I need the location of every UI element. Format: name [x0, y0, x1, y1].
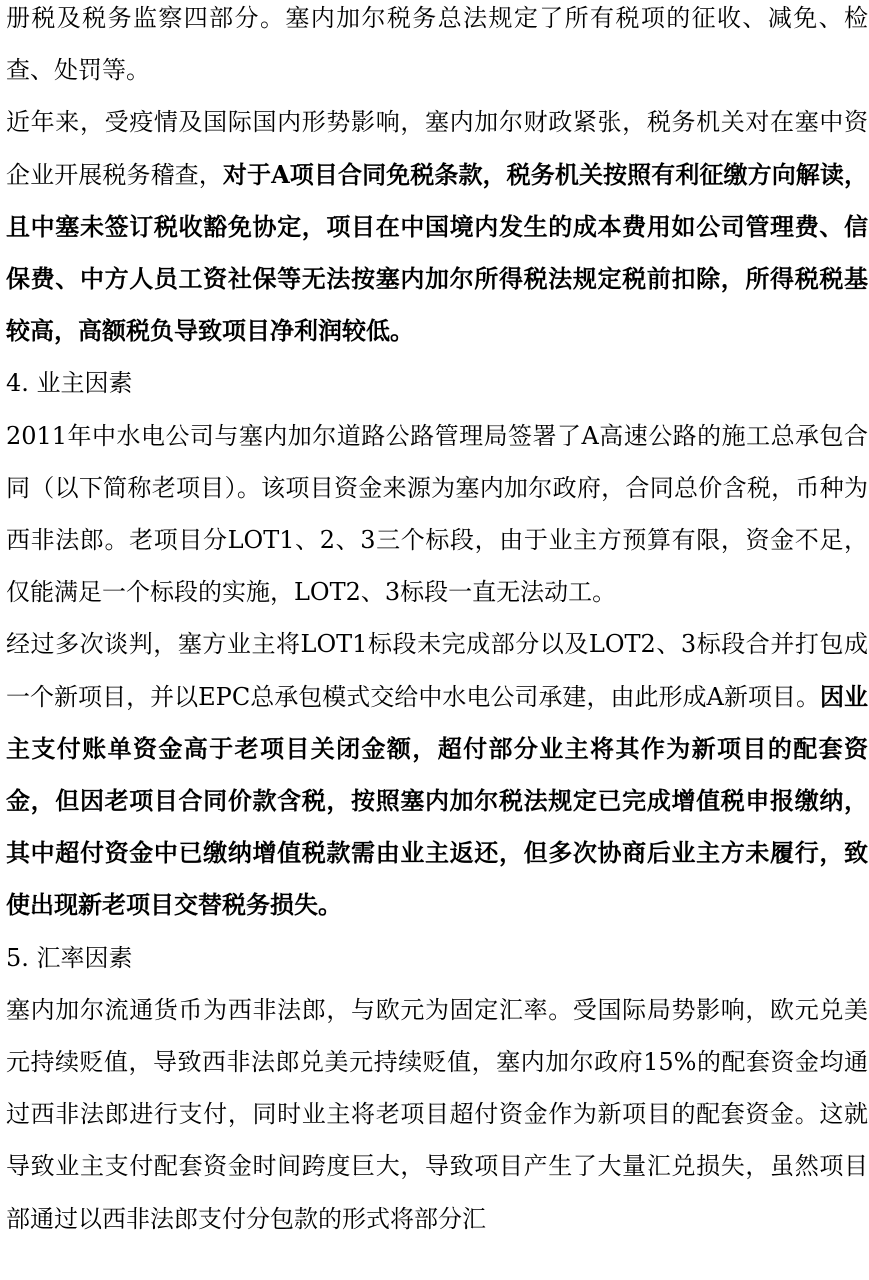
paragraph-exchange-rate: [6, 984, 868, 1245]
paragraph-tax-audit: [6, 96, 868, 357]
paragraph-text: 近年来，受疫情及国际国内形势影响，塞内加尔财政紧张，税务机关对在塞中资企业开展税务稽查，: [6, 108, 868, 189]
document-page: [6, 0, 868, 1245]
paragraph-text: 册税及税务监察四部分。塞内加尔税务总法规定了所有税项的征收、减免、检查、处罚等。: [6, 4, 868, 85]
paragraph-text: 经过多次谈判，塞方业主将LOT1标段未完成部分以及LOT2、3标段合并打包成一个新项目，并以EPC总承包模式交给中水电公司承建，由此形成A新项目。: [6, 630, 868, 711]
paragraph-new-project: [6, 618, 868, 931]
paragraph-text: 2011年中水电公司与塞内加尔道路公路管理局签署了A高速公路的施工总承包合同（以下简称老项目）。该项目资金来源为塞内加尔政府，合同总价含税，币种为西非法郎。老项目分LOT1、2、3三个标段，由于业主方预算有限，资金不足，仅能满足一个标段的实施，LOT2、3标段一直无法动工。: [6, 421, 868, 607]
paragraph-tax-system: [6, 0, 868, 96]
paragraph-emphasis: 对于A项目合同免税条款，税务机关按照有利征缴方向解读，且中塞未签订税收豁免协定，项目在中国境内发生的成本费用如公司管理费、信保费、中方人员工资社保等无法按塞内加尔所得税法规定税前扣除，所得税税基较高，高额税负导致项目净利润较低。: [6, 159, 869, 346]
paragraph-text: 塞内加尔流通货币为西非法郎，与欧元为固定汇率。受国际局势影响，欧元兑美元持续贬值，导致西非法郎兑美元持续贬值，塞内加尔政府15%的配套资金均通过西非法郎进行支付，同时业主将老项目超付资金作为新项目的配套资金。这就导致业主支付配套资金时间跨度巨大，导致项目产生了大量汇兑损失，虽然项目部通过以西非法郎支付分包款的形式将部分汇: [6, 995, 868, 1233]
paragraph-emphasis: 因业主支付账单资金高于老项目关闭金额，超付部分业主将其作为新项目的配套资金，但因老项目合同价款含税，按照塞内加尔税法规定已完成增值税申报缴纳，其中超付资金中已缴纳增值税款需由业主返还，但多次协商后业主方未履行，致使出现新老项目交替税务损失。: [6, 681, 868, 920]
section-heading-exchange-rate-factors: 5. 汇率因素: [6, 943, 133, 972]
paragraph-old-project: [6, 410, 868, 619]
section-heading-owner-factors: 4. 业主因素: [6, 369, 133, 398]
